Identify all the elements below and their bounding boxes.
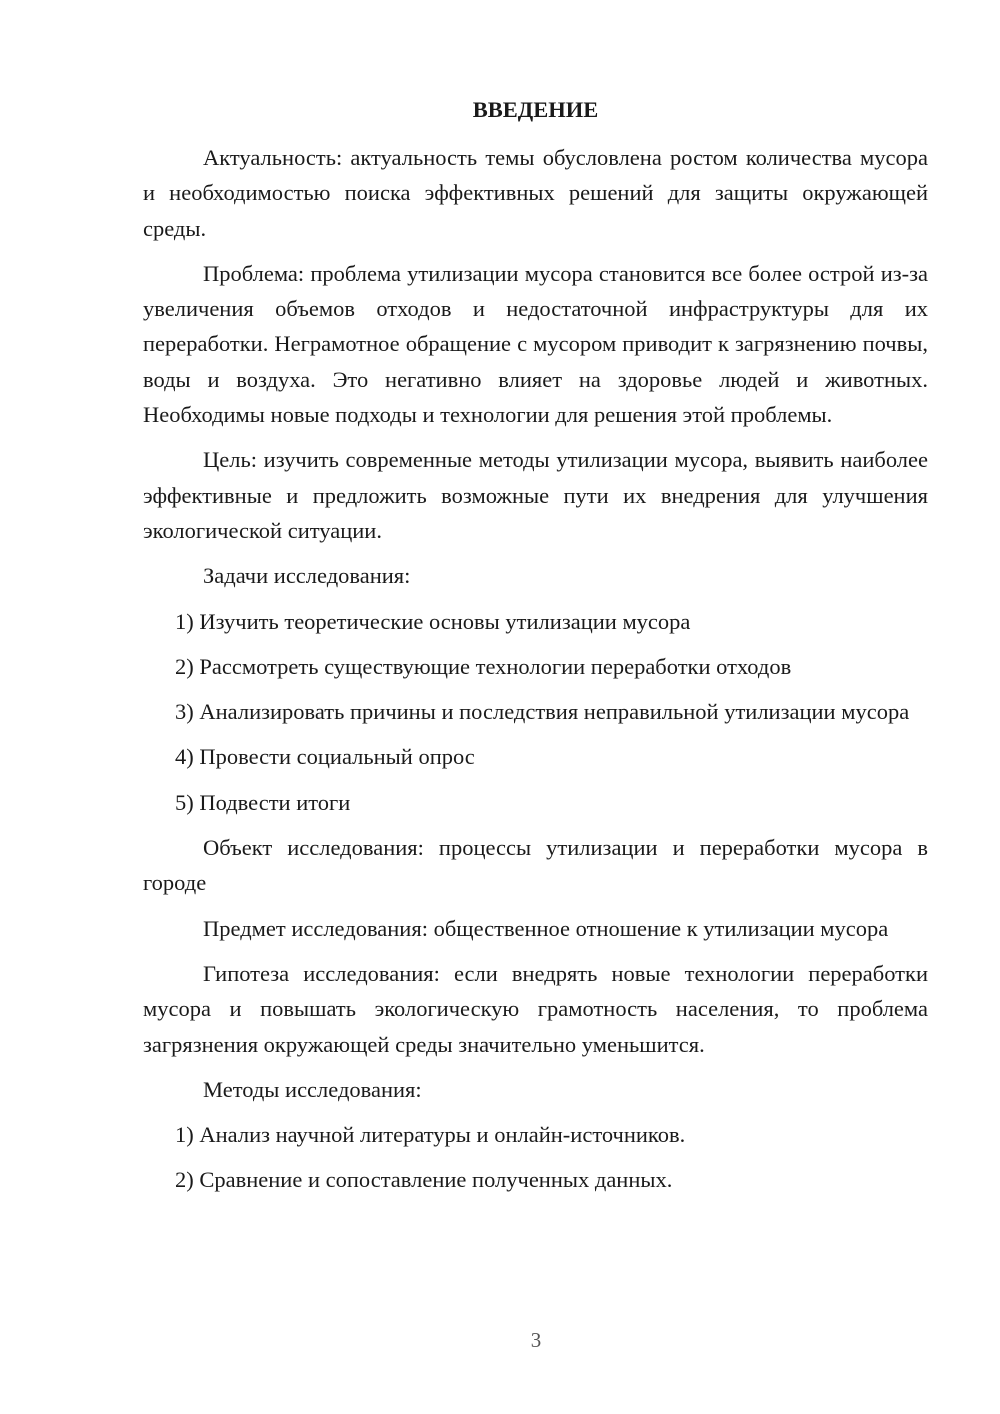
page-title: ВВЕДЕНИЕ (472, 97, 599, 122)
tasks-heading: Задачи исследования: (203, 563, 411, 589)
hypothesis-paragraph: Гипотеза исследования: если внедрять новые технологии переработки мусора и повышать экологическую грамотность населения, то проблема загрязнения окружающей среды значительно уменьшится. (143, 960, 928, 1057)
page-number: 3 (530, 1328, 542, 1352)
task-item: 2) Рассмотреть существующие технологии переработки отходов (175, 653, 792, 679)
task-item: 5) Подвести итоги (175, 789, 351, 815)
task-item: 4) Провести социальный опрос (175, 744, 475, 770)
object-paragraph: Объект исследования: процессы утилизации и переработки мусора в городе (143, 835, 928, 896)
problem-paragraph: Проблема: проблема утилизации мусора становится все более острой из-за увеличения объемов отходов и недостаточной инфраструктуры для их переработки. Неграмотное обращение с мусором приводит к загрязнению почвы, воды и воздуха. Это негативно влияет на здоровье людей и животных. Необходимы новые подходы и технологии для решения этой проблемы. (143, 260, 928, 428)
document-page (143, 92, 928, 1208)
task-item: 3) Анализировать причины и последствия неправильной утилизации мусора (175, 699, 910, 725)
subject-paragraph: Предмет исследования: общественное отношение к утилизации мусора (203, 915, 889, 941)
goal-paragraph: Цель: изучить современные методы утилизации мусора, выявить наиболее эффективные и предложить возможные пути их внедрения для улучшения экологической ситуации. (143, 447, 928, 543)
methods-heading: Методы исследования: (203, 1076, 422, 1102)
relevance-paragraph: Актуальность: актуальность темы обусловлена ростом количества мусора и необходимостью поиска эффективных решений для защиты окружающей среды. (143, 145, 928, 241)
task-item: 1) Изучить теоретические основы утилизации мусора (175, 608, 691, 634)
method-item: 2) Сравнение и сопоставление полученных данных. (175, 1167, 673, 1193)
method-item: 1) Анализ научной литературы и онлайн-источников. (175, 1122, 686, 1148)
